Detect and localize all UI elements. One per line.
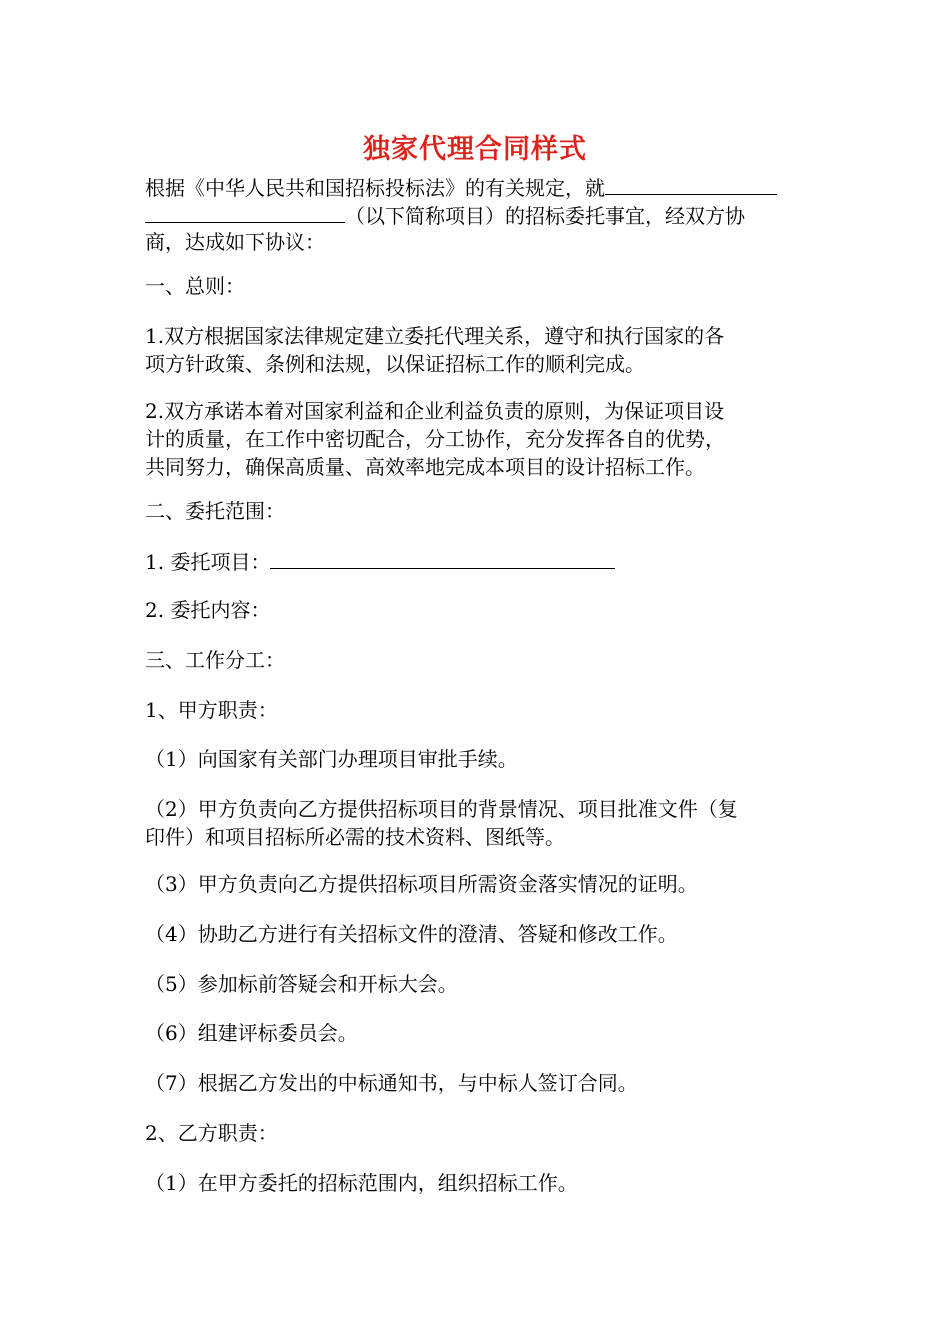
intro-text-3: 商，达成如下协议： <box>145 230 325 254</box>
party-a-item-5: （5）参加标前答疑会和开标大会。 <box>145 972 458 996</box>
section-1-paragraph-1 <box>145 322 810 378</box>
entrusted-project-blank <box>270 546 615 569</box>
party-a-item-4: （4）协助乙方进行有关招标文件的澄清、答疑和修改工作。 <box>145 922 678 946</box>
project-name-blank-2 <box>145 200 345 223</box>
paragraph-line: 1.双方根据国家法律规定建立委托代理关系，遵守和执行国家的各 <box>145 324 725 348</box>
section-2-item-2: 2. 委托内容： <box>145 598 271 622</box>
paragraph-line: 2.双方承诺本着对国家利益和企业利益负责的原则，为保证项目设 <box>145 399 725 423</box>
party-b-item-1: （1）在甲方委托的招标范围内，组织招标工作。 <box>145 1171 578 1195</box>
entrusted-project-label: 1. 委托项目： <box>145 550 271 574</box>
intro-text-2: （以下简称项目）的招标委托事宜，经双方协 <box>345 204 745 228</box>
section-2-item-1 <box>145 546 810 576</box>
intro-line-2 <box>145 200 810 228</box>
party-a-item-3: （3）甲方负责向乙方提供招标项目所需资金落实情况的证明。 <box>145 872 698 896</box>
document-title: 独家代理合同样式 <box>363 134 587 165</box>
paragraph-line: （2）甲方负责向乙方提供招标项目的背景情况、项目批准文件（复 <box>145 797 738 821</box>
party-b-heading: 2、乙方职责： <box>145 1121 278 1145</box>
intro-text-1: 根据《中华人民共和国招标投标法》的有关规定，就 <box>145 176 605 200</box>
party-a-heading: 1、甲方职责： <box>145 698 278 722</box>
intro-line-1 <box>145 172 810 200</box>
paragraph-line: 计的质量，在工作中密切配合，分工协作，充分发挥各自的优势， <box>145 427 725 451</box>
party-a-item-7: （7）根据乙方发出的中标通知书，与中标人签订合同。 <box>145 1071 638 1095</box>
paragraph-line: 共同努力，确保高质量、高效率地完成本项目的设计招标工作。 <box>145 455 705 479</box>
party-a-item-6: （6）组建评标委员会。 <box>145 1021 358 1045</box>
project-name-blank <box>605 172 777 195</box>
section-2-heading: 二、委托范围： <box>145 499 285 523</box>
section-1-paragraph-2 <box>145 397 810 481</box>
party-a-item-1: （1）向国家有关部门办理项目审批手续。 <box>145 747 518 771</box>
section-1-heading: 一、总则： <box>145 274 245 298</box>
section-3-heading: 三、工作分工： <box>145 648 285 672</box>
intro-paragraph <box>145 172 810 256</box>
paragraph-line: 项方针政策、条例和法规，以保证招标工作的顺利完成。 <box>145 352 645 376</box>
party-a-item-2 <box>145 795 810 851</box>
paragraph-line: 印件）和项目招标所必需的技术资料、图纸等。 <box>145 825 565 849</box>
